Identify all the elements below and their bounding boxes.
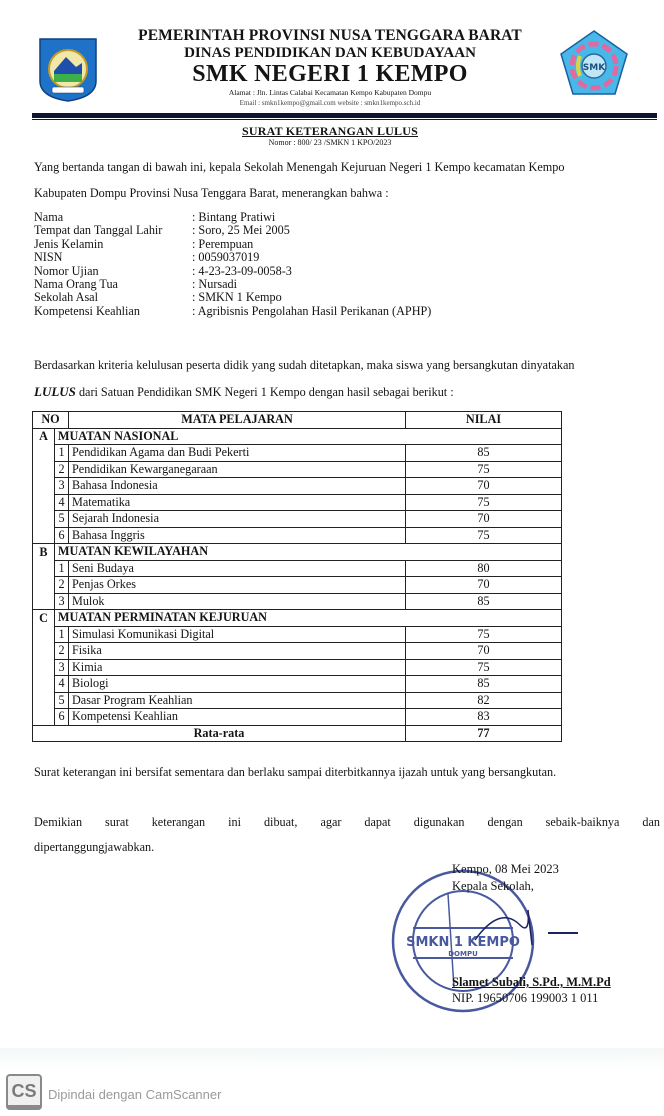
row-score: 75	[406, 527, 562, 544]
row-score: 75	[406, 461, 562, 478]
identity-value: : SMKN 1 Kempo	[192, 290, 282, 305]
identity-value: : Soro, 25 Mei 2005	[192, 223, 290, 238]
row-score: 83	[406, 709, 562, 726]
table-row	[33, 478, 562, 495]
lulus-status: LULUS	[34, 384, 76, 399]
average-value: 77	[406, 725, 562, 742]
row-subject: Dasar Program Keahlian	[69, 692, 406, 709]
table-row	[33, 461, 562, 478]
section-row	[33, 610, 562, 627]
section-title: MUATAN KEWILAYAHAN	[55, 544, 562, 561]
intro-paragraph-line2: Kabupaten Dompu Provinsi Nusa Tenggara Barat, menerangkan bahwa :	[34, 186, 389, 200]
row-subject: Penjas Orkes	[69, 577, 406, 594]
svg-text:SMK: SMK	[582, 63, 606, 73]
identity-label: Tempat dan Tanggal Lahir	[34, 223, 163, 238]
table-row	[33, 560, 562, 577]
row-subject: Pendidikan Kewarganegaraan	[69, 461, 406, 478]
closing-paragraph-line2: dipertanggungjawabkan.	[34, 840, 155, 854]
row-subject: Mulok	[69, 593, 406, 610]
identity-label: Nama	[34, 210, 64, 224]
temporary-note: Surat keterangan ini bersifat sementara dan berlaku sampai diterbitkannya ijazah untuk yang bersangkutan.	[34, 765, 557, 779]
table-row	[33, 626, 562, 643]
header-no: NO	[33, 412, 69, 429]
identity-value: : 0059037019	[192, 250, 260, 265]
identity-label: NISN	[34, 250, 63, 265]
identity-row	[34, 265, 431, 278]
row-score: 80	[406, 560, 562, 577]
row-subject: Biologi	[69, 676, 406, 693]
row-score: 85	[406, 676, 562, 693]
row-no: 4	[55, 676, 69, 693]
table-row	[33, 659, 562, 676]
student-identity	[34, 211, 431, 318]
grades-table	[32, 411, 562, 742]
identity-row	[34, 211, 431, 224]
identity-row	[34, 224, 431, 237]
identity-value: : Agribisnis Pengolahan Hasil Perikanan (APHP)	[192, 303, 432, 318]
row-no: 6	[55, 527, 69, 544]
intro-paragraph-line1: Yang bertanda tangan di bawah ini, kepala Sekolah Menengah Kejuruan Negeri 1 Kempo kecamatan Kempo	[34, 160, 565, 174]
row-score: 70	[406, 478, 562, 495]
row-score: 70	[406, 643, 562, 660]
row-score: 82	[406, 692, 562, 709]
row-no: 1	[55, 560, 69, 577]
row-subject: Kompetensi Keahlian	[69, 709, 406, 726]
table-row	[33, 643, 562, 660]
row-no: 5	[55, 692, 69, 709]
identity-label: Nama Orang Tua	[34, 277, 118, 292]
header-score: NILAI	[406, 412, 562, 429]
table-row	[33, 692, 562, 709]
letterhead-address: Alamat : Jln. Lintas Calabai Kecamatan Kempo Kabupaten Dompu	[228, 88, 432, 97]
row-score: 85	[406, 593, 562, 610]
section-code: B	[33, 544, 55, 561]
camscanner-logo-icon: CS	[6, 1074, 42, 1110]
identity-label: Sekolah Asal	[34, 290, 98, 305]
identity-label: Kompetensi Keahlian	[34, 303, 140, 318]
letterhead-school-name: SMK NEGERI 1 KEMPO	[192, 61, 468, 87]
row-score: 70	[406, 511, 562, 528]
row-no: 5	[55, 511, 69, 528]
camscanner-watermark: Dipindai dengan CamScanner	[48, 1087, 222, 1102]
identity-value: : Bintang Pratiwi	[192, 210, 276, 224]
row-no: 3	[55, 659, 69, 676]
row-no: 1	[55, 626, 69, 643]
row-score: 85	[406, 445, 562, 462]
row-score: 75	[406, 659, 562, 676]
stamp-school-text: SMKN 1 KEMPO	[406, 935, 520, 950]
average-label: Rata-rata	[33, 725, 406, 742]
header-subject: MATA PELAJARAN	[69, 412, 406, 429]
row-score: 75	[406, 626, 562, 643]
identity-row	[34, 251, 431, 264]
row-no: 2	[55, 643, 69, 660]
row-subject: Pendidikan Agama dan Budi Pekerti	[69, 445, 406, 462]
table-row	[33, 709, 562, 726]
row-no: 6	[55, 709, 69, 726]
section-code: A	[33, 428, 55, 445]
row-subject: Simulasi Komunikasi Digital	[69, 626, 406, 643]
average-row	[33, 725, 562, 742]
section-row	[33, 544, 562, 561]
section-title: MUATAN NASIONAL	[55, 428, 562, 445]
school-emblem-icon	[558, 28, 630, 98]
closing-paragraph-line1: Demikian surat keterangan ini dibuat, agar dapat digunakan dengan sebaik-baiknya dan	[34, 815, 660, 829]
table-row	[33, 593, 562, 610]
table-row	[33, 676, 562, 693]
letterhead-contact: Email : smkn1kempo@gmail.com website : smkn1kempo.sch.id	[239, 99, 421, 107]
scan-edge-shade	[0, 1048, 664, 1070]
letterhead-divider-thin	[32, 119, 657, 120]
identity-row	[34, 238, 431, 251]
row-no: 2	[55, 577, 69, 594]
criteria-text: dari Satuan Pendidikan SMK Negeri 1 Kempo dengan hasil sebagai berikut :	[75, 385, 454, 399]
criteria-paragraph-line2	[34, 384, 454, 400]
table-header-row	[33, 412, 562, 429]
letterhead-department: DINAS PENDIDIKAN DAN KEBUDAYAAN	[184, 45, 476, 61]
stamp-city-text: DOMPU	[448, 950, 478, 958]
signatory-name: Slamet Subali, S.Pd., M.M.Pd	[452, 975, 611, 989]
row-score: 75	[406, 494, 562, 511]
table-row	[33, 577, 562, 594]
section-code: C	[33, 610, 55, 627]
row-subject: Bahasa Indonesia	[69, 478, 406, 495]
table-row	[33, 445, 562, 462]
section-title: MUATAN PERMINATAN KEJURUAN	[55, 610, 562, 627]
identity-row	[34, 278, 431, 291]
row-subject: Kimia	[69, 659, 406, 676]
table-row	[33, 527, 562, 544]
identity-label: Nomor Ujian	[34, 263, 99, 278]
document-number: Nomor : 800/ 23 /SMKN 1 KPO/2023	[268, 138, 392, 147]
row-subject: Bahasa Inggris	[69, 527, 406, 544]
identity-value: : Nursadi	[192, 277, 238, 292]
table-row	[33, 494, 562, 511]
row-no: 3	[55, 593, 69, 610]
signature-place-date: Kempo, 08 Mei 2023	[452, 862, 559, 876]
identity-row	[34, 305, 431, 318]
criteria-paragraph-line1: Berdasarkan kriteria kelulusan peserta didik yang sudah ditetapkan, maka siswa yang bersangkutan dinyatakan	[34, 358, 575, 372]
handwritten-signature	[470, 895, 580, 955]
row-subject: Matematika	[69, 494, 406, 511]
signature-role: Kepala Sekolah,	[452, 879, 534, 893]
row-subject: Sejarah Indonesia	[69, 511, 406, 528]
row-subject: Seni Budaya	[69, 560, 406, 577]
identity-row	[34, 291, 431, 304]
section-row	[33, 428, 562, 445]
row-subject: Fisika	[69, 643, 406, 660]
row-score: 70	[406, 577, 562, 594]
table-row	[33, 511, 562, 528]
row-no: 1	[55, 445, 69, 462]
letterhead-government: PEMERINTAH PROVINSI NUSA TENGGARA BARAT	[138, 27, 522, 44]
row-no: 4	[55, 494, 69, 511]
row-no: 2	[55, 461, 69, 478]
identity-value: : 4-23-23-09-0058-3	[192, 263, 292, 278]
row-no: 3	[55, 478, 69, 495]
provincial-crest-icon	[38, 37, 98, 103]
identity-label: Jenis Kelamin	[34, 236, 104, 251]
document-title: SURAT KETERANGAN LULUS	[242, 124, 418, 138]
letterhead-divider	[32, 113, 657, 118]
identity-value: : Perempuan	[192, 236, 254, 251]
signatory-nip: NIP. 19650706 199003 1 011	[452, 991, 599, 1005]
